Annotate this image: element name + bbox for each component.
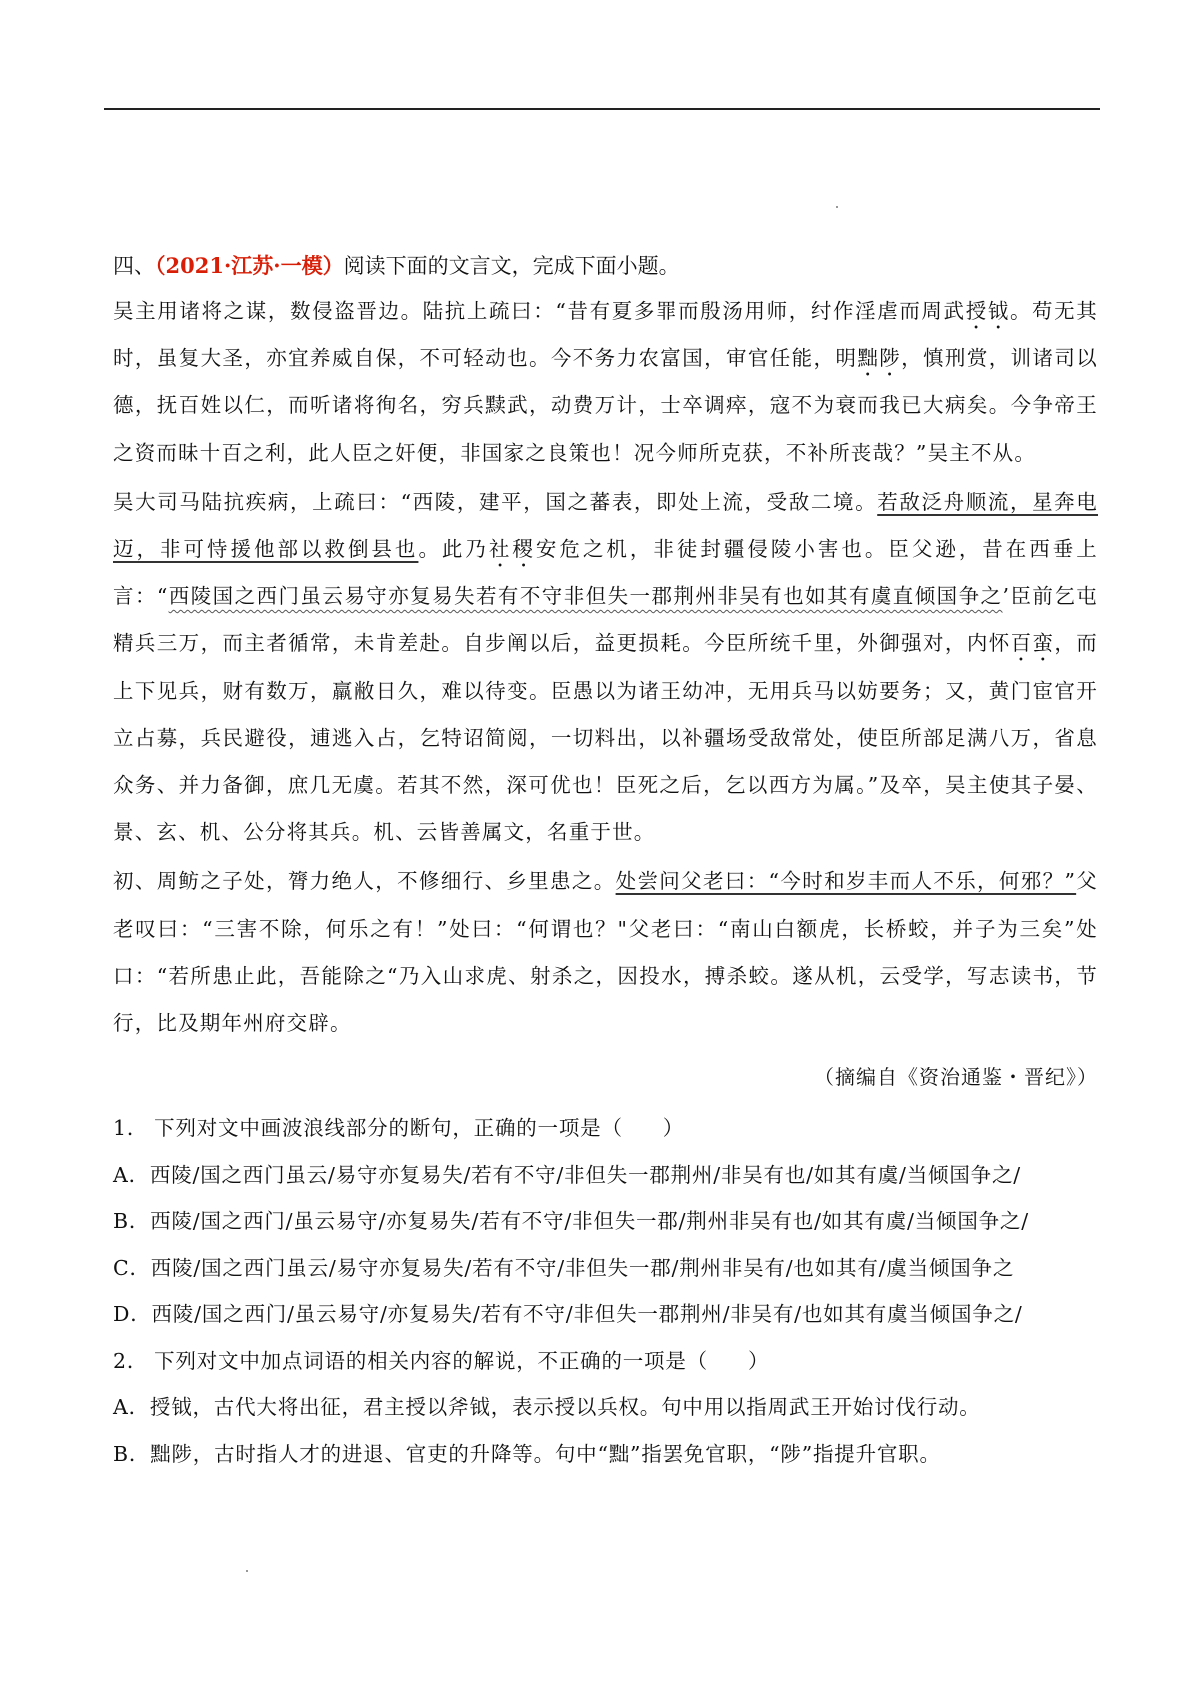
wavy-underlined-sentence: 西陵国之西门虽云易守亦复易失若有不守非但失一郡荆州非吴有也如其有虞直倾国争之 xyxy=(168,584,1003,609)
underlined-sentence: 处尝问父老曰：“今时和岁丰而人不乐，何邪？” xyxy=(615,869,1077,894)
question-1-option-b: B．西陵/国之西门/虽云易守/亦复易失/若有不守/非但失一郡/荆州非吴有也/如其有虞/当倾国争之/ xyxy=(113,1209,1029,1234)
passage-text: 吴主用诸将之谋，数侵盗晋边。陆抗上疏曰：“昔有夏多罪而殷汤用师，纣作淫虐而周武 xyxy=(113,299,966,323)
passage-text: 父老叹曰：“三害不除，何乐之有！”处曰：“何谓也？"父老曰：“南山白额虎，长桥蛟，并子为三矣”处口：“若所患止此，吾能除之“乃入山求虎、射杀之，因投水，搏杀蛟。遂从机，云受学，写志读书，节行，比及期年州府交辟。 xyxy=(113,869,1098,1036)
source-tag: （2021·江苏·一模） xyxy=(155,253,344,278)
dotted-term-sheji: 社稷 xyxy=(488,537,536,562)
passage-text: 安危之机，非徒封疆侵陵小害也。臣父逊，昔在西垂上言：“ xyxy=(113,537,1098,609)
passage-text: 。此乃 xyxy=(418,537,489,562)
question-number: 2． xyxy=(113,1348,149,1373)
question-1-option-d: D．西陵/国之西门/虽云易守/亦复易失/若有不守/非但失一郡荆州/非吴有/也如其有虞当倾国争之/ xyxy=(113,1302,1023,1327)
passage-paragraph-1 xyxy=(113,288,1098,477)
scan-dot xyxy=(836,206,838,208)
heading-instruction: 阅读下面的文言文，完成下面小题。 xyxy=(343,254,680,278)
question-2-stem xyxy=(113,1338,1098,1385)
dotted-term-chuzhi: 黜陟 xyxy=(857,346,902,371)
section-heading xyxy=(113,248,1098,284)
question-1-option-a: A．西陵/国之西门虽云/易守亦复易失/若有不守/非但失一郡荆州/非吴有也/如其有虞/当倾国争之/ xyxy=(113,1162,1021,1187)
passage-source: （摘编自《资治通鉴・晋纪》） xyxy=(814,1065,1098,1090)
question-text: 下列对文中加点词语的相关内容的解说，不正确的一项是（ xyxy=(154,1348,708,1373)
question-1-option-c: C．西陵/国之西门虽云/易守亦复易失/若有不守/非但失一郡/荆州非吴有/也如其有/虞当倾国争之 xyxy=(113,1255,1015,1280)
question-text: 下列对文中画波浪线部分的断句，正确的一项是（ xyxy=(154,1116,623,1141)
header-rule xyxy=(104,108,1100,110)
underlined-sentence: 若敌泛舟顺流，星奔电迈，非可恃援他部以救倒县也 xyxy=(113,489,1099,562)
document-body xyxy=(113,248,1098,1477)
question-2-option-b: B．黜陟，古时指人才的进退、官吏的升降等。句中“黜”指罢免官职，“陟”指提升官职。 xyxy=(113,1441,941,1466)
passage-text: 。苟无其时，虽复大圣，亦宜养威自保，不可轻动也。今不务力农富国，审官任能，明 xyxy=(113,299,1098,371)
heading-number: 四、 xyxy=(113,254,155,278)
passage-text: 初、周鲂之子处，膂力绝人，不修细行、乡里患之。 xyxy=(113,869,616,894)
passage-text: 吴大司马陆抗疾病，上疏曰：“西陵，建平，国之蕃表，即处上流，受敌二境。 xyxy=(113,489,878,514)
dotted-term-baiman: 百蛮 xyxy=(1010,631,1055,656)
passage-paragraph-2 xyxy=(113,479,1098,857)
question-close: ） xyxy=(747,1348,770,1373)
dotted-term-shouyue: 授钺 xyxy=(965,299,1010,323)
scan-dot xyxy=(246,1570,248,1572)
question-1-stem xyxy=(113,1105,1098,1152)
passage-text: ，慎刑赏，训诸司以德，抚百姓以仁，而听诸将徇名，穷兵黩武，动费万计，士卒调瘁，寇不为衰而我已大病矣。今争帝王之资而昧十百之利，此人臣之奸便，非国家之良策也！况今师所克获，不补所丧哉？”吴主不从。 xyxy=(113,346,1098,465)
question-number: 1． xyxy=(113,1116,149,1141)
passage-paragraph-3 xyxy=(113,858,1098,1047)
question-close: ） xyxy=(662,1116,685,1141)
question-2-option-a: A．授钺，古代大将出征，君主授以斧钺，表示授以兵权。句中用以指周武王开始讨伐行动。 xyxy=(113,1395,981,1420)
passage-text: ’臣前乞屯精兵三万，而主者循常，未肯差赴。自步阐以后，益更损耗。今臣所统千里，外御强对，内怀 xyxy=(113,584,1098,656)
passage-text: ，而上下见兵，财有数万，羸敝日久，难以待变。臣愚以为诸王幼冲，无用兵马以妨要务；又，黄门宦官开立占募，兵民避役，逋逃入占，乞特诏简阅，一切料出，以补疆场受敌常处，使臣所部足满八万，省息众务、并力备御，庶几无虞。若其不然，深可优也！臣死之后，乞以西方为属。”及卒，吴主使其子晏、景、玄、机、公分将其兵。机、云皆善属文，名重于世。 xyxy=(113,631,1098,845)
